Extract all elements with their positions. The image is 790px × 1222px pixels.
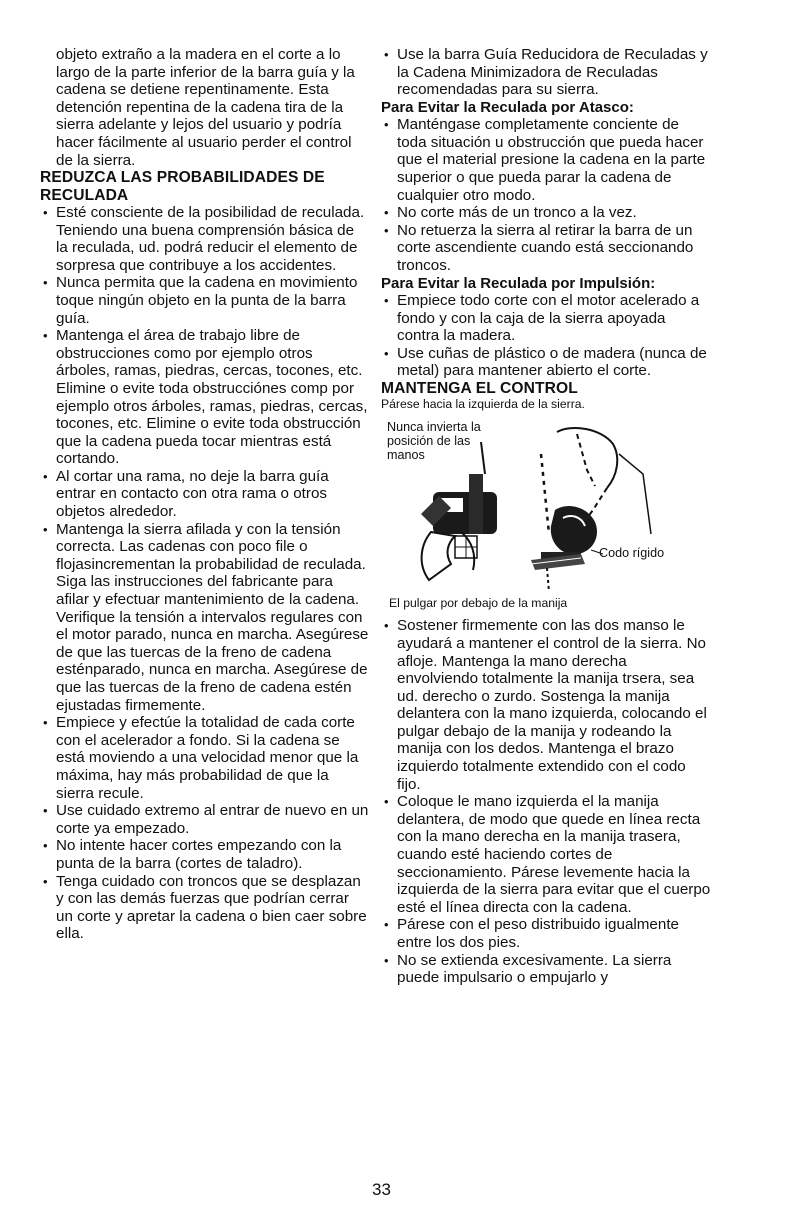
pushback-kickback-heading: Para Evitar la Reculada por Impulsión: <box>381 274 656 292</box>
bullet-icon: • <box>43 328 48 344</box>
pinch-kickback-list <box>381 116 711 274</box>
keep-control-list <box>381 617 711 986</box>
bullet-icon: • <box>384 222 389 238</box>
list-item: • Manténgase completamente conciente de toda situación u obstrucción que pueda hacer que el material presione la cadena en la parte superior o que pueda parar la cadena de cualquier otro modo. <box>384 116 706 204</box>
list-item: • Use cuidado extremo al entrar de nuevo en un corte ya empezado. <box>43 802 369 837</box>
list-item: • Esté consciente de la posibilidad de reculada. Teniendo una buena comprensión básica de la reculada, ud. podrá reducir el elemento de sorpresa que contribuye a los accidentes. <box>43 203 365 274</box>
list-item: • No intente hacer cortes empezando con la punta de la barra (cortes de taladro). <box>43 837 342 872</box>
list-item: • Párese con el peso distribuido igualmente entre los dos pies. <box>384 916 679 951</box>
list-item: • Empiece todo corte con el motor acelerado a fondo y con la caja de la sierra apoyada contra la madera. <box>384 291 700 345</box>
figure-label-elbow: Codo rígido <box>599 546 665 561</box>
keep-control-heading: MANTENGA EL CONTROL <box>381 379 578 397</box>
bullet-icon: • <box>384 345 389 361</box>
list-item: • Tenga cuidado con troncos que se desplazan y con las demás fuerzas que podrían cerrar un corte y apretar la cadena o bien caer sobre ella. <box>43 872 367 943</box>
list-item: • Use cuñas de plástico o de madera (nunca de metal) para mantener abierto el corte. <box>384 344 707 380</box>
top-list <box>381 46 711 99</box>
list-item: • Sostener firmemente con las dos manso le ayudará a mantener el control de la sierra. No afloje. Mantenga la mano derecha envolviendo totalmente la manija trsera, sea ud. derecho o zurdo. Sostenga la manija delantera con la mano izquierda, colocando el pulgar debajo de la manija y rodeando la manija con los dedos. Mantenga el brazo izquierdo totalmente extendido con el codo fijo. <box>384 617 707 793</box>
bullet-icon: • <box>43 838 48 854</box>
reduce-kickback-heading: REDUZCA LAS PROBABILIDADES DE RECULADA <box>40 169 325 204</box>
list-item: • Empiece y efectúe la totalidad de cada corte con el acelerador a fondo. Si la cadena se está moviendo a una velocidad menor que la máxima, hay más probabilidad de que la sierra recule. <box>43 714 359 802</box>
pinch-kickback-heading: Para Evitar la Reculada por Atasco: <box>381 98 634 116</box>
bullet-icon: • <box>384 952 389 968</box>
bullet-icon: • <box>384 47 389 62</box>
bullet-icon: • <box>43 803 48 819</box>
right-column <box>381 46 711 987</box>
bullet-icon: • <box>384 618 389 634</box>
bullet-icon: • <box>384 917 389 933</box>
figure-label-hands: Nunca invierta la posición de las manos <box>387 420 481 463</box>
bullet-icon: • <box>43 468 48 484</box>
left-column <box>40 46 370 943</box>
figure-caption-bottom: El pulgar por debajo de la manija <box>389 596 568 611</box>
reduce-kickback-list <box>40 204 370 943</box>
figure-caption-top: Párese hacia la izquierda de la sierra. <box>381 397 585 412</box>
list-item: • Coloque le mano izquierda el la manija delantera, de modo que quede en línea recta con la mano derecha en la manija trasera, cuando esté haciendo cortes de seccionamiento. Párese levemente hacia la izquierda de la sierra para evitar que el cuerpo esté el línea directa con la cadena. <box>384 793 711 916</box>
list-item: • Mantenga el área de trabajo libre de obstrucciones como por ejemplo otros árboles, ramas, piedras, cercas, tocones, etc. Elimine o evite toda obstrucciónes comp por ejemplo otros árboles, ramas, piedras, cercas, tocones, etc. Elimine o evite toda obstrucción que la cadena pueda tocar mientras está cortando. <box>43 327 368 468</box>
bullet-icon: • <box>384 292 389 308</box>
bullet-icon: • <box>384 117 389 133</box>
list-item: • No se extienda excesivamente. La sierra puede impulsario o empujarlo y <box>384 951 672 987</box>
bullet-icon: • <box>384 794 389 810</box>
intro-paragraph: objeto extraño a la madera en el corte a lo largo de la parte inferior de la barra guía y la cadena se detiene repentinamente. Esta detención repentina de la cadena tira de la sierra adelante y lejos del usuario y podría hacer fácilmente al usuario perder el control de la sierra. <box>56 46 355 169</box>
list-item: • Al cortar una rama, no deje la barra guía entrar en contacto con otra rama o otros objetos alrededor. <box>43 467 329 521</box>
list-item: • Mantenga la sierra afilada y con la tensión correcta. Las cadenas con poco file o flojasincrementan la probabilidad de reculada. Siga las instrucciones del fabricante para afilar y efectuar mantenimiento de la cadena. Verifique la tensión a intervalos regulares con el motor parado, nunca en marcha. Asegúrese de que las tuercas de la freno de cadena esténparado, nunca en marcha. Asegúrese de que las tuercas de la freno de cadena estén ejustadas firmemente. <box>43 520 369 714</box>
list-item: • Nunca permita que la cadena en movimiento toque ningún objeto en la punta de la barra guía. <box>43 274 358 327</box>
bullet-icon: • <box>43 873 48 889</box>
chainsaw-grip-figure <box>381 414 681 592</box>
bullet-icon: • <box>43 521 48 537</box>
list-item: • No retuerza la sierra al retirar la barra de un corte ascendiente cuando está seccionando troncos. <box>384 221 694 274</box>
pushback-kickback-list <box>381 292 711 380</box>
page-number: 33 <box>372 1180 391 1199</box>
bullet-icon: • <box>384 205 389 221</box>
list-item: • No corte más de un tronco a la vez. <box>384 204 637 222</box>
bullet-icon: • <box>43 715 48 731</box>
bullet-icon: • <box>43 204 48 220</box>
list-item: • Use la barra Guía Reducidora de Reculadas y la Cadena Minimizadora de Reculadas recomendadas para su sierra. <box>384 46 708 99</box>
bullet-icon: • <box>43 275 48 291</box>
